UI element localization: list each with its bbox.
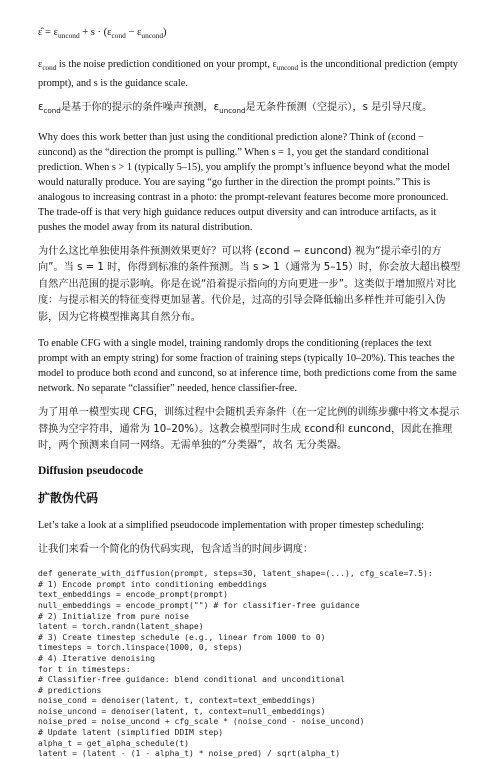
heading-diffusion-pseudocode: Diffusion pseudocode	[38, 464, 144, 477]
paragraph-why-cn: 为什么这比单独使用条件预测效果更好？可以将 (εcond − εuncond) 视为“提示牵引的方向”。当 s = 1 时，你得到标准的条件预测。当 s > 1（通常为 5–15）时，你会放大超出模型自然产出范围的提示影响。你是在说“沿着提示指向的方向更进一步”。这类似于增加照片对比度：与提示相关的特征变得更加显著。代价是，过高的引导会降低输出多样性并可能引入伪影，因为它将模型推离其自然分布。	[38, 245, 461, 323]
paragraph-definitions-cn: $\varepsilon_{cond}$是基于你的提示的条件噪声预测，$\varepsilon_{uncond}$是无条件预测（空提示），s 是引导尺度。	[38, 102, 433, 116]
code-block: def generate_with_diffusion(prompt, steps=30, latent_shape=(...), cfg_scale=7.5): # 1) Encode prompt into conditioning embeddings text_embeddings = encode_prompt(prompt) null_embeddings = encode_prompt("") # for classifier-free guidance # 2) Initialize from pure noise latent = torch.randn(latent_shape) # 3) Create timestep schedule (e.g., linear from 1000 to 0) timesteps = torch.linspace(1000, 0, steps) # 4) Iterative denoising for t in timesteps: # Classifier-free guidance: blend conditional and unconditional # predictions noise_cond = denoiser(latent, t, context=text_embeddings) noise_uncond = denoiser(latent, t, context=null_embeddings) noise_pred = noise_uncond + cfg_scale * (noise_cond - noise_uncond) # Update latent (simplified DDIM step) alpha_t = get_alpha_schedule(t) latent = (latent - (1 - alpha_t) * noise_pred) / sqrt(alpha_t)	[38, 568, 433, 759]
paragraph-intro-code: Let’s take a look at a simplified pseudocode implementation with proper timestep scheduling:	[38, 519, 425, 531]
paragraph-training-cn: 为了用单一模型实现 CFG，训练过程中会随机丢弃条件（在一定比例的训练步骤中将文本提示替换为空字符串，通常为 10–20%）。这教会模型同时生成 εcond和 εuncond，因此在推理时，两个预测来自同一网络。无需单独的“分类器”，故名 无分类器。	[38, 407, 460, 452]
paragraph-definitions: $\varepsilon_{cond}$ is the noise prediction conditioned on your prompt, $\varepsilon_{uncond}$ is the unconditional prediction (empty prompt), and s is the guidance scale.	[38, 59, 458, 90]
paragraph-intro-code-cn: 让我们来看一个简化的伪代码实现，包含适当的时间步调度：	[38, 543, 314, 555]
paragraph-training: To enable CFG with a single model, training randomly drops the conditioning (replaces the text prompt with an empty string) for some fraction of training steps (typically 10–20%). This teaches the model to produce both εcond and εuncond, so at inference time, both predictions come from the same network. No separate “classifier” needed, hence classifier-free.	[38, 338, 457, 395]
heading-diffusion-pseudocode-cn: 扩散伪代码	[38, 490, 99, 505]
paragraph-why: Why does this work better than just using the conditional prediction alone? Think of (εcond − εuncond) as the “direction the prompt is pulling.” When s = 1, you get the standard conditional prediction. When s > 1 (typically 5–15), you amplify the prompt’s influence beyond what the model would naturally produce. You are saying “go further in the direction the prompt points.” This is analogous to increasing contrast in a photo: the prompt-relevant features become more pronounced. The trade-off is that very high guidance reduces output diversity and can introduce artifacts, as it pushes the model away from its natural distribution.	[38, 131, 450, 233]
cfg-formula: ε̂ = $\varepsilon_{uncond} + s \cdot (\varepsilon_{cond} - \varepsilon_{uncond})$	[38, 27, 167, 41]
